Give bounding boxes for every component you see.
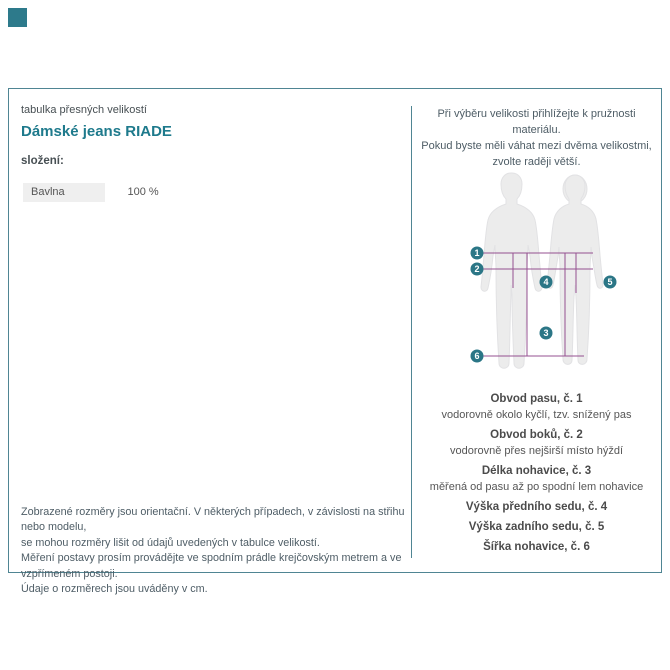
measurement-guide-panel: [412, 89, 661, 572]
measurement-item: [412, 464, 661, 494]
composition-row: [23, 183, 159, 202]
svg-text:1: 1: [474, 248, 480, 259]
size-chart-card: [8, 88, 662, 596]
measurement-item: [412, 520, 661, 534]
chart-subtitle: tabulka přesných velikostí: [21, 104, 147, 116]
svg-text:2: 2: [474, 264, 480, 275]
marker-1: [471, 247, 484, 260]
measurement-title: Délka nohavice, č. 3: [481, 465, 592, 477]
front-body-silhouette: [481, 173, 542, 368]
marker-3: [540, 327, 553, 340]
sizing-advice-text: [412, 106, 661, 170]
disclaimer-line: Údaje o rozměrech jsou uváděny v cm.: [21, 583, 208, 596]
marker-4: [540, 276, 553, 289]
svg-text:4: 4: [543, 277, 549, 288]
marker-6: [471, 350, 484, 363]
svg-text:3: 3: [543, 328, 549, 339]
measurement-title: Šířka nohavice, č. 6: [483, 541, 590, 553]
sizing-advice-line: Při výběru velikosti přihlížejte k pružnosti materiálu.: [437, 108, 636, 136]
measurement-item: [412, 500, 661, 514]
measurement-title: Obvod boků, č. 2: [490, 429, 583, 441]
product-title: Dámské jeans RIADE: [21, 123, 172, 140]
composition-label: složení:: [21, 155, 64, 167]
measurement-item: [412, 428, 661, 458]
measurement-title: Výška zadního sedu, č. 5: [468, 521, 605, 533]
material-percent: 100 %: [127, 186, 159, 198]
marker-5: [604, 276, 617, 289]
measurement-item: [412, 392, 661, 422]
measurement-desc: měřená od pasu až po spodní lem nohavice: [429, 481, 644, 493]
marker-2: [471, 263, 484, 276]
product-info-panel: [9, 89, 411, 596]
body-measurement-diagram: [461, 165, 670, 380]
sizing-advice-line: zvolte raději větší.: [492, 156, 581, 168]
measurement-desc: vodorovně přes nejširší místo hýždí: [449, 445, 624, 457]
svg-text:6: 6: [474, 351, 480, 362]
measurement-title: Výška předního sedu, č. 4: [465, 501, 608, 513]
brand-square-icon: [8, 8, 27, 27]
measurement-title: Obvod pasu, č. 1: [490, 393, 583, 405]
sizing-advice-line: Pokud byste měli váhat mezi dvěma velikostmi,: [421, 140, 652, 152]
female-body-silhouette: [547, 175, 603, 364]
measurement-item: [412, 540, 661, 554]
measurement-desc: vodorovně okolo kyčlí, tzv. snížený pas: [441, 409, 632, 421]
disclaimer-line: Zobrazené rozměry jsou orientační. V některých případech, v závislosti na střihu nebo modelu,: [21, 506, 405, 534]
svg-text:5: 5: [607, 277, 613, 288]
material-name: Bavlna: [23, 183, 105, 202]
disclaimer-line: Měření postavy prosím provádějte ve spodním prádle krejčovským metrem a ve vzpřímeném postoji.: [21, 552, 402, 580]
disclaimer-line: se mohou rozměry lišit od údajů uvedených v tabulce velikostí.: [21, 536, 320, 549]
disclaimer-text: [21, 505, 411, 597]
measurement-list: [412, 392, 661, 560]
